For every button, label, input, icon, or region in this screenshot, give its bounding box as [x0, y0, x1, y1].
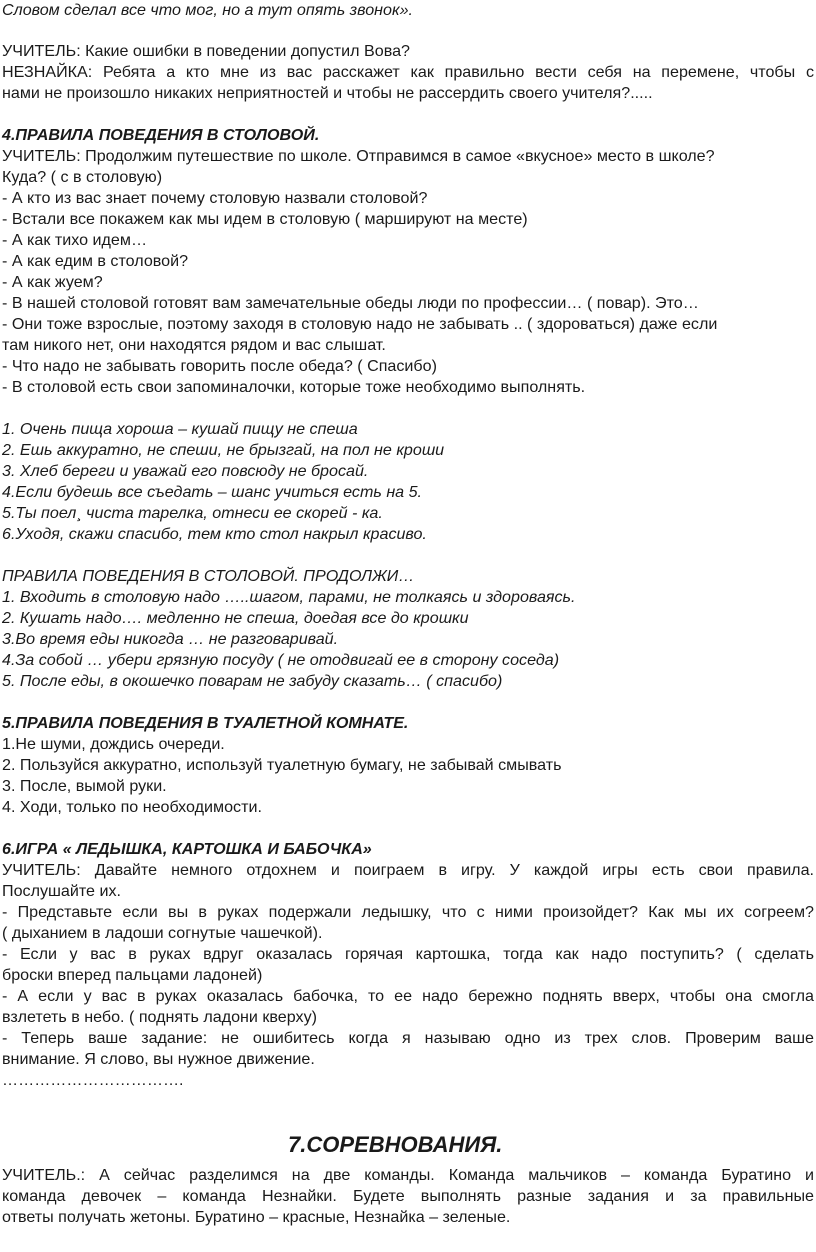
- teacher-question: УЧИТЕЛЬ: Какие ошибки в поведении допустил Вова?: [2, 42, 410, 60]
- list-item: 3. После, вымой руки.: [2, 777, 167, 795]
- paragraph-line: внимание. Я слово, вы нужное движение.: [2, 1050, 315, 1068]
- paragraph-line: команда девочек – команда Незнайки. Будете выполнять разные задания и за правильные: [2, 1187, 814, 1205]
- list-item: 2. Пользуйся аккуратно, используй туалетную бумагу, не забывай смывать: [2, 756, 562, 774]
- neznaika-line: нами не произошло никаких неприятностей и чтобы не рассердить своего учителя?.....: [2, 84, 653, 102]
- rhyme-item: 2. Ешь аккуратно, не спеши, не брызгай, на пол не кроши: [2, 441, 445, 459]
- neznaika-line: НЕЗНАЙКА: Ребята а кто мне из вас расскажет как правильно вести себя на перемене, чтобы с: [2, 63, 814, 81]
- intro-line: Словом сделал все что мог, но а тут опять звонок».: [2, 1, 413, 19]
- paragraph-line: УЧИТЕЛЬ.: А сейчас разделимся на две команды. Команда мальчиков – команда Буратино и: [2, 1166, 814, 1184]
- section-heading: 6.ИГРА « ЛЕДЫШКА, КАРТОШКА И БАБОЧКА»: [2, 840, 372, 858]
- continue-item: 4.За собой … убери грязную посуду ( не отодвигай ее в сторону соседа): [2, 651, 560, 669]
- paragraph-line: УЧИТЕЛЬ: Давайте немного отдохнем и поиграем в игру. У каждой игры есть свои правила.: [2, 861, 814, 879]
- dotted-line: …………………………….: [2, 1071, 184, 1089]
- section-heading: 4.ПРАВИЛА ПОВЕДЕНИЯ В СТОЛОВОЙ.: [2, 126, 320, 144]
- paragraph-line: - Они тоже взрослые, поэтому заходя в столовую надо не забывать .. ( здороваться) даже если: [2, 315, 718, 333]
- rhyme-item: 1. Очень пища хороша – кушай пищу не спеша: [2, 420, 358, 438]
- paragraph-line: - В нашей столовой готовят вам замечательные обеды люди по профессии… ( повар). Это…: [2, 294, 699, 312]
- section-heading-large: 7.СОРЕВНОВАНИЯ.: [288, 1132, 503, 1157]
- list-item: 1.Не шуми, дождись очереди.: [2, 735, 225, 753]
- paragraph-line: взлететь в небо. ( поднять ладони кверху): [2, 1008, 317, 1026]
- rhyme-item: 4.Если будешь все съедать – шанс учиться есть на 5.: [2, 483, 423, 501]
- paragraph-line: - А как тихо идем…: [2, 231, 148, 249]
- paragraph-line: - А как едим в столовой?: [2, 252, 189, 270]
- paragraph-line: - Что надо не забывать говорить после обеда? ( Спасибо): [2, 357, 437, 375]
- continue-item: 3.Во время еды никогда … не разговаривай.: [2, 630, 339, 648]
- section-heading: 5.ПРАВИЛА ПОВЕДЕНИЯ В ТУАЛЕТНОЙ КОМНАТЕ.: [2, 714, 409, 732]
- paragraph-line: - А кто из вас знает почему столовую назвали столовой?: [2, 189, 428, 207]
- paragraph-line: там никого нет, они находятся рядом и вас слышат.: [2, 336, 386, 354]
- paragraph-line: - Встали все покажем как мы идем в столовую ( маршируют на месте): [2, 210, 528, 228]
- paragraph-line: - Теперь ваше задание: не ошибитесь когда я называю одно из трех слов. Проверим ваше: [2, 1029, 814, 1047]
- continue-heading: ПРАВИЛА ПОВЕДЕНИЯ В СТОЛОВОЙ. ПРОДОЛЖИ…: [2, 567, 415, 585]
- paragraph-line: Куда? ( с в столовую): [2, 168, 163, 186]
- paragraph-line: - Если у вас в руках вдруг оказалась горячая картошка, тогда как надо поступить? ( сделать: [2, 945, 814, 963]
- continue-item: 5. После еды, в окошечко поварам не забуду сказать… ( спасибо): [2, 672, 503, 690]
- paragraph-line: - В столовой есть свои запоминалочки, которые тоже необходимо выполнять.: [2, 378, 586, 396]
- paragraph-line: броски вперед пальцами ладоней): [2, 966, 263, 984]
- continue-item: 1. Входить в столовую надо …..шагом, парами, не толкаясь и здороваясь.: [2, 588, 576, 606]
- rhyme-item: 5.Ты поел¸ чиста тарелка, отнеси ее скорей - ка.: [2, 504, 383, 522]
- paragraph-line: Послушайте их.: [2, 882, 121, 900]
- rhyme-item: 3. Хлеб береги и уважай его повсюду не бросай.: [2, 462, 369, 480]
- paragraph-line: - Представьте если вы в руках подержали ледышку, что с ними произойдет? Как мы их согреем?: [2, 903, 814, 921]
- paragraph-line: УЧИТЕЛЬ: Продолжим путешествие по школе. Отправимся в самое «вкусное» место в школе?: [2, 147, 715, 165]
- paragraph-line: - А если у вас в руках оказалась бабочка, то ее надо бережно поднять вверх, чтобы она смогла: [2, 987, 814, 1005]
- rhyme-item: 6.Уходя, скажи спасибо, тем кто стол накрыл красиво.: [2, 525, 427, 543]
- paragraph-line: - А как жуем?: [2, 273, 103, 291]
- paragraph-line: ответы получать жетоны. Буратино – красные, Незнайка – зеленые.: [2, 1208, 511, 1226]
- list-item: 4. Ходи, только по необходимости.: [2, 798, 262, 816]
- continue-item: 2. Кушать надо…. медленно не спеша, доедая все до крошки: [2, 609, 469, 627]
- paragraph-line: ( дыханием в ладоши согнутые чашечкой).: [2, 924, 323, 942]
